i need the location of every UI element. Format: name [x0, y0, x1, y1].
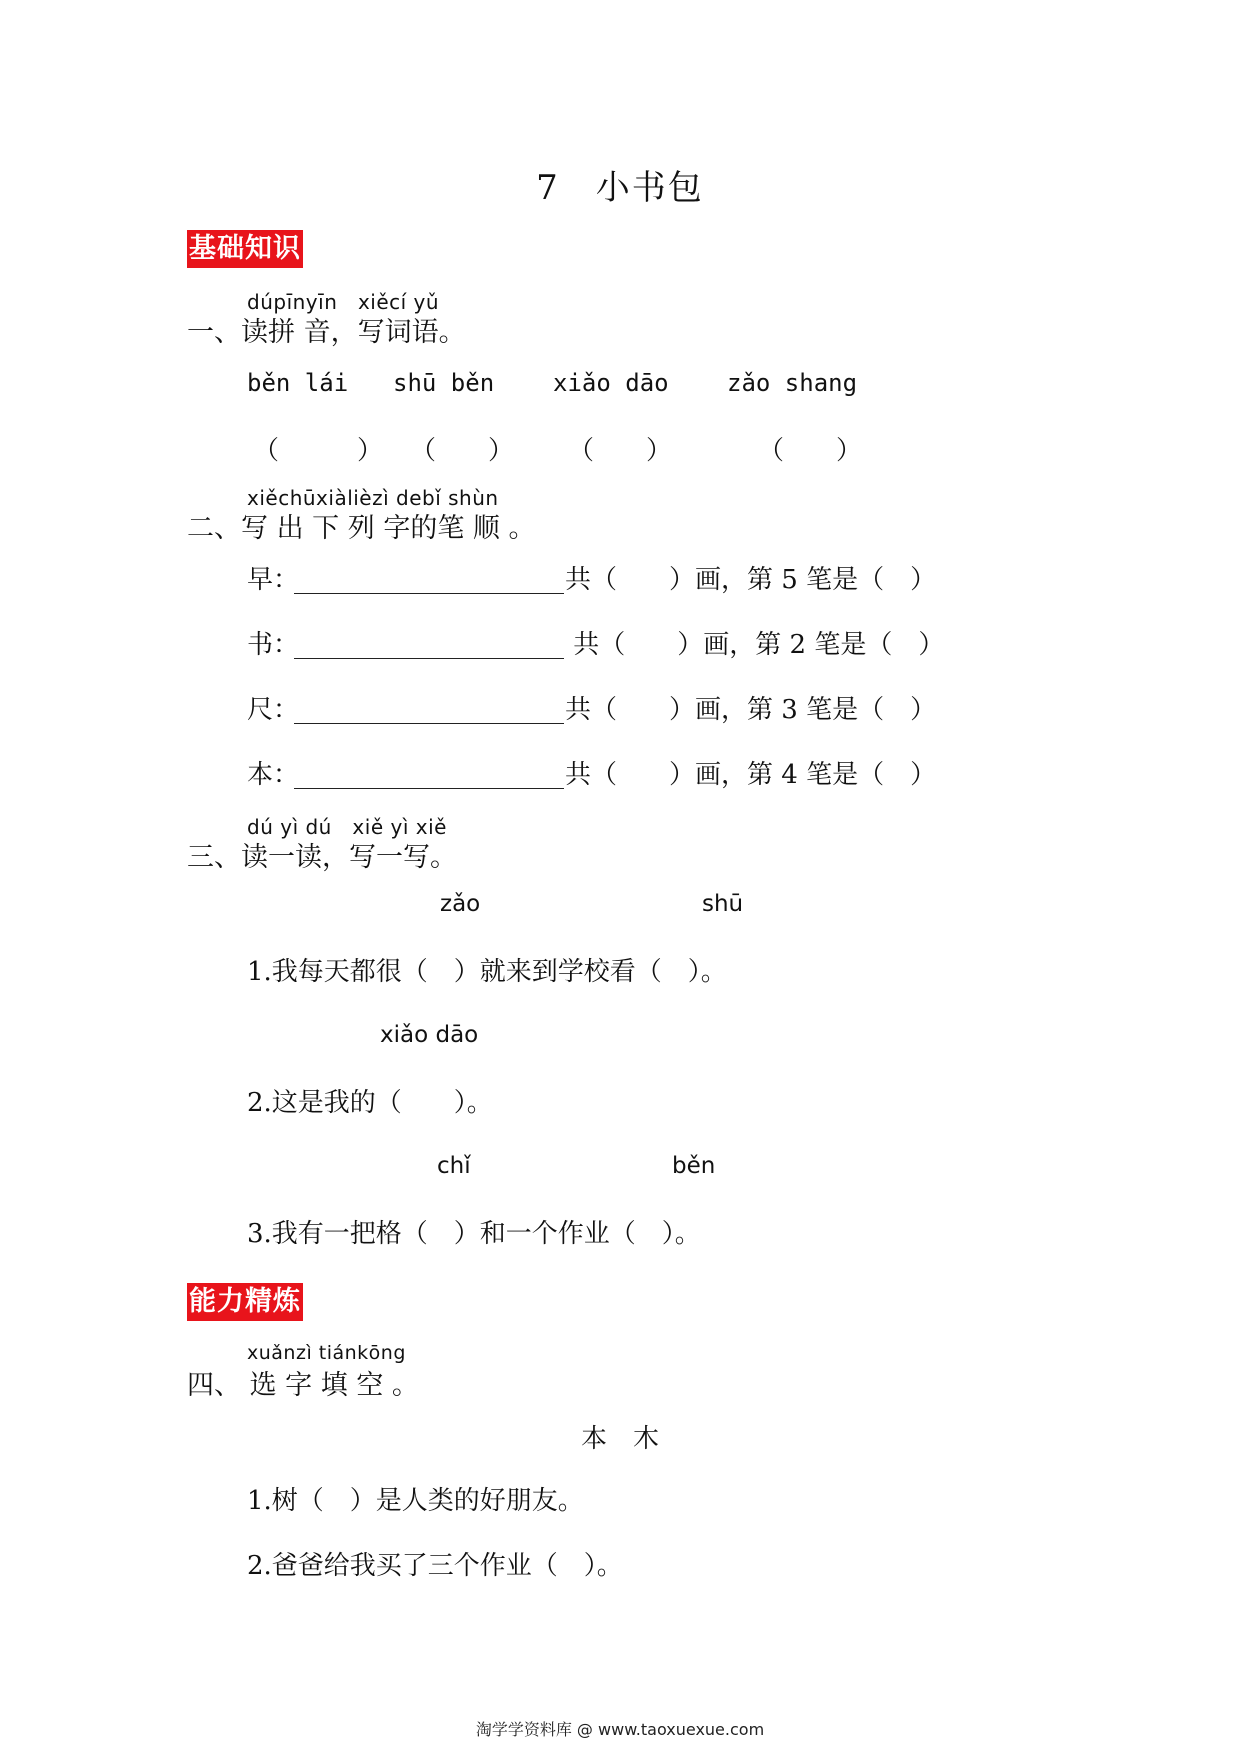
q3-sentence-3: 3.我有一把格（ ）和一个作业（ ）。 [247, 1219, 701, 1249]
q3-pinyin-zao: zǎo [440, 891, 481, 917]
q1-answer-blank-3[interactable]: （ ） [568, 436, 673, 466]
q1-word-3: xiǎo dāo [553, 369, 669, 397]
q4-choices: 本 木 [580, 1424, 659, 1454]
q1-word-4: zǎo shang [727, 369, 858, 397]
q1-word-1: běn lái [247, 369, 349, 397]
stroke-order-blank[interactable] [294, 723, 564, 724]
q4-pinyin: xuǎnzì tiánkōng [247, 1342, 406, 1364]
q2-row-char: 尺： [247, 695, 300, 725]
section-badge-basic: 基础知识 [187, 230, 303, 268]
q3-pinyin-shu: shū [702, 891, 744, 917]
q3-heading: 三、读一读，写一写。 [187, 842, 457, 873]
q1-heading: 一、读拼 音，写词语。 [187, 317, 466, 348]
q2-heading: 二、写 出 下 列 字的笔 顺 。 [187, 513, 536, 544]
q3-sentence-2: 2.这是我的（ ）。 [247, 1088, 493, 1118]
footer-watermark: 淘学学资料库 @ www.taoxuexue.com [475, 1720, 765, 1739]
q1-answer-blank-4[interactable]: （ ） [758, 436, 863, 466]
q3-pinyin-xiaodao: xiǎo dāo [380, 1022, 479, 1048]
q4-sentence-2: 2.爸爸给我买了三个作业（ ）。 [247, 1551, 623, 1581]
q3-pinyin-ben: běn [672, 1153, 716, 1179]
q2-row-question: 共（ ）画，第 4 笔是（ ） [565, 760, 937, 790]
stroke-order-blank[interactable] [294, 658, 564, 659]
section-badge-ability: 能力精炼 [187, 1283, 303, 1321]
q3-pinyin-chi: chǐ [437, 1153, 471, 1179]
q4-heading: 四、 选 字 填 空 。 [187, 1370, 419, 1401]
stroke-order-blank[interactable] [294, 788, 564, 789]
q2-pinyin: xiěchūxiàlièzì debǐ shùn [247, 486, 499, 510]
q2-row-char: 本： [247, 760, 300, 790]
q3-sentence-1: 1.我每天都很（ ）就来到学校看（ ）。 [247, 957, 727, 987]
q4-sentence-1: 1.树（ ）是人类的好朋友。 [247, 1486, 584, 1516]
q1-answer-blank-1[interactable]: （ ） [253, 436, 384, 466]
q2-row-question: 共（ ）画，第 2 笔是（ ） [565, 630, 945, 660]
q1-pinyin: dúpīnyīn xiěcí yǔ [247, 290, 440, 314]
q3-pinyin: dú yì dú xiě yì xiě [247, 815, 447, 839]
page-title: 7 小书包 [536, 168, 704, 208]
q1-answer-blank-2[interactable]: （ ） [410, 436, 515, 466]
q1-word-2: shū běn [393, 369, 495, 397]
stroke-order-blank[interactable] [294, 593, 564, 594]
q2-row-char: 早： [247, 565, 300, 595]
q2-row-question: 共（ ）画，第 3 笔是（ ） [565, 695, 937, 725]
q2-row-char: 书： [247, 630, 300, 660]
q2-row-question: 共（ ）画，第 5 笔是（ ） [565, 565, 937, 595]
